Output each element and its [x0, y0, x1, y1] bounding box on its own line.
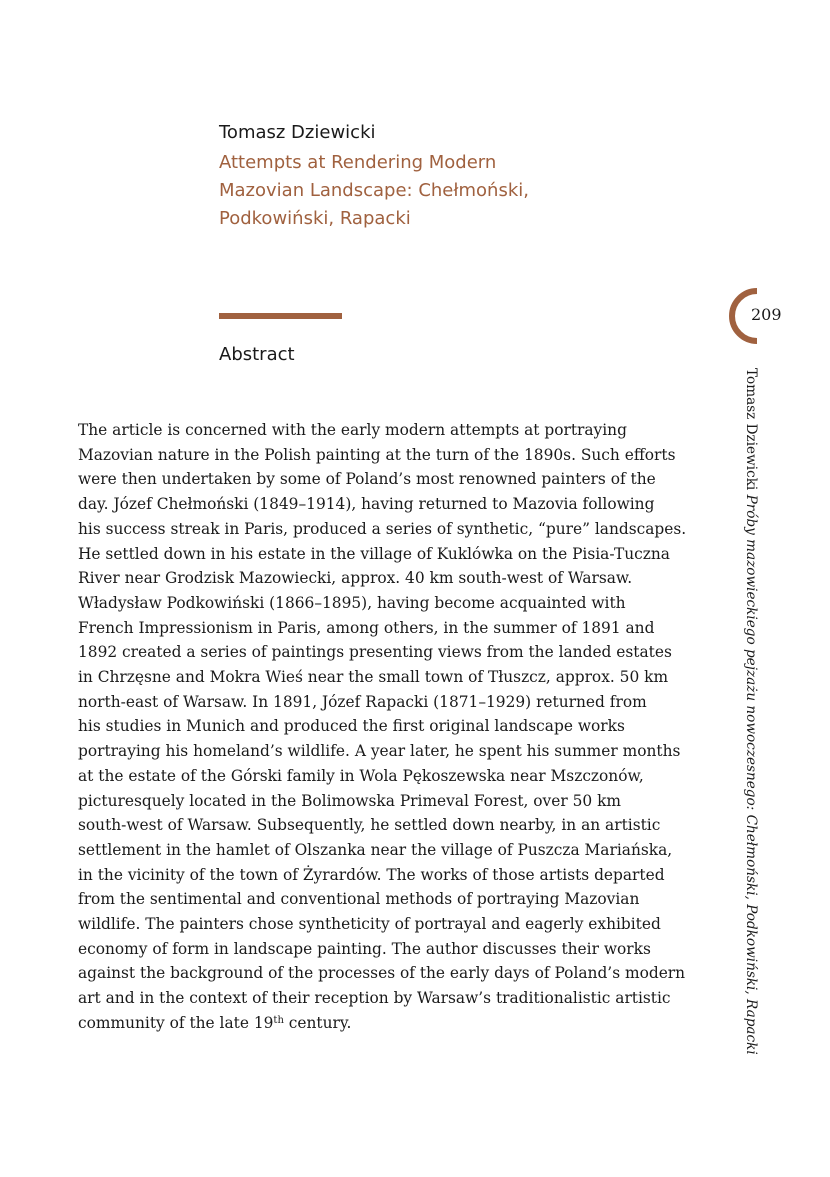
section-divider: [219, 313, 342, 319]
abstract-line: his studies in Munich and produced the first original landscape works: [78, 717, 625, 736]
abstract-line: against the background of the processes of the early days of Poland’s modern: [78, 964, 686, 983]
running-header-title: Próby mazowieckiego pejzażu nowoczesnego: Chełmoński, Podkowiński, Rapacki: [743, 494, 759, 1055]
abstract-line: Władysław Podkowiński (1866–1895), having become acquainted with: [78, 593, 626, 612]
abstract-line: from the sentimental and conventional methods of portraying Mazovian: [78, 890, 640, 909]
abstract-line: wildlife. The painters chose syntheticity of portrayal and eagerly exhibited: [78, 915, 661, 934]
abstract-line: art and in the context of their reception by Warsaw’s traditionalistic artistic: [78, 989, 671, 1008]
ordinal-suffix: th: [273, 1014, 284, 1026]
abstract-line: were then undertaken by some of Poland’s most renowned painters of the: [78, 470, 656, 489]
abstract-line: north-east of Warsaw. In 1891, Józef Rapacki (1871–1929) returned from: [78, 692, 647, 711]
abstract-line: settlement in the hamlet of Olszanka near the village of Puszcza Mariańska,: [78, 840, 673, 859]
abstract-line-last: [78, 1011, 668, 1036]
abstract-line: picturesquely located in the Bolimowska Primeval Forest, over 50 km: [78, 791, 622, 810]
abstract-line: Mazovian nature in the Polish painting at the turn of the 1890s. Such efforts: [78, 445, 676, 464]
abstract-heading: Abstract: [219, 344, 295, 365]
running-header-author: Tomasz Dziewicki: [743, 368, 759, 495]
abstract-line: in the vicinity of the town of Żyrardów. The works of those artists departed: [78, 865, 665, 884]
abstract-line: French Impressionism in Paris, among others, in the summer of 1891 and: [78, 618, 655, 637]
abstract-line: in Chrzęsne and Mokra Wieś near the small town of Tłuszcz, approx. 50 km: [78, 668, 669, 687]
abstract-line: his success streak in Paris, produced a series of synthetic, “pure” landscapes.: [78, 519, 687, 538]
title-line: Mazovian Landscape: Chełmoński,: [219, 180, 529, 201]
article-title: [219, 149, 579, 233]
abstract-line: River near Grodzisk Mazowiecki, approx. 40 km south-west of Warsaw.: [78, 569, 633, 588]
abstract-line: economy of form in landscape painting. The author discusses their works: [78, 939, 651, 958]
abstract-body: [78, 418, 687, 1036]
abstract-line: portraying his homeland’s wildlife. A year later, he spent his summer months: [78, 742, 681, 761]
author-name: Tomasz Dziewicki: [219, 122, 376, 143]
title-line: Podkowiński, Rapacki: [219, 208, 411, 229]
abstract-line: The article is concerned with the early modern attempts at portraying: [78, 421, 627, 439]
abstract-line: at the estate of the Górski family in Wola Pękoszewska near Mszczonów,: [78, 766, 644, 785]
abstract-line: He settled down in his estate in the village of Kuklówka on the Pisia-Tuczna: [78, 544, 670, 563]
abstract-last-text: community of the late 19: [78, 1013, 274, 1032]
page-number: 209: [751, 305, 782, 324]
abstract-last-tail: century.: [283, 1013, 352, 1032]
abstract-line: 1892 created a series of paintings presenting views from the landed estates: [78, 643, 672, 662]
running-header: [742, 368, 760, 1055]
abstract-line: day. Józef Chełmoński (1849–1914), having returned to Mazovia following: [78, 495, 655, 514]
title-line: Attempts at Rendering Modern: [219, 152, 497, 173]
abstract-line: south-west of Warsaw. Subsequently, he settled down nearby, in an artistic: [78, 816, 661, 835]
